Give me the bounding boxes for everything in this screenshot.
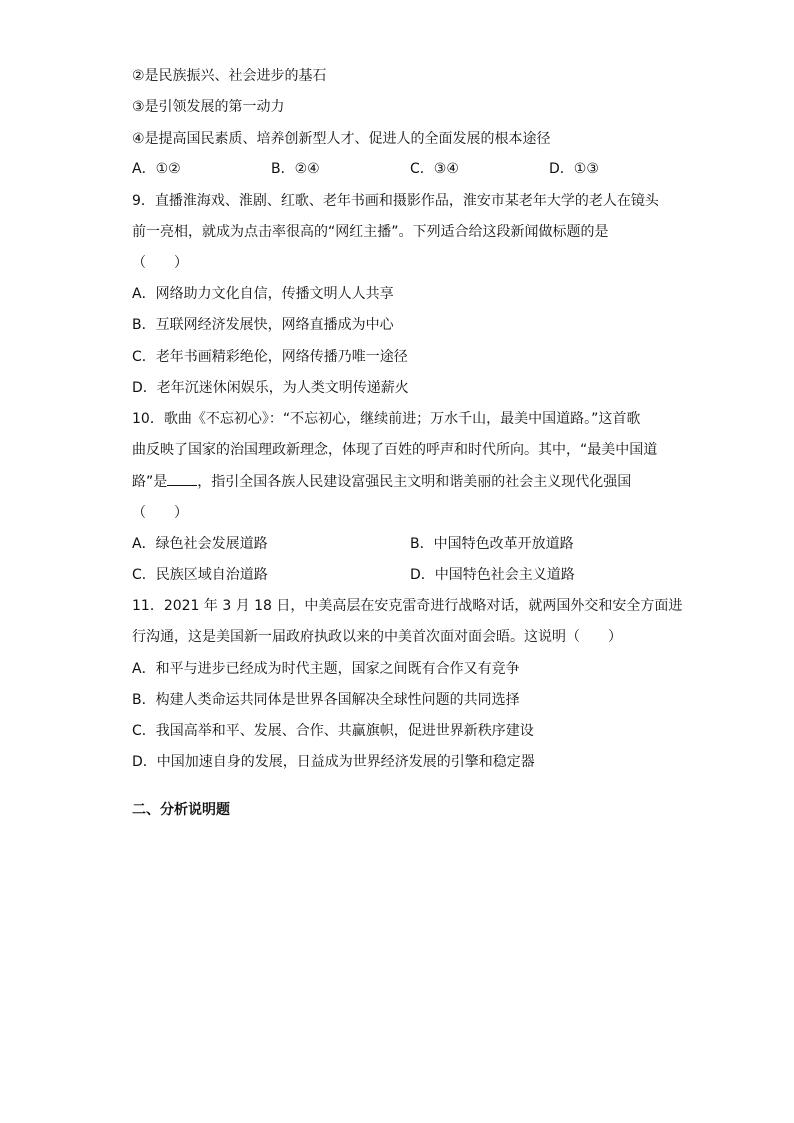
q8-option-c[interactable]: C．③④ <box>410 161 459 177</box>
q9-stem-line-1: 9．直播淮海戏、淮剧、红歌、老年书画和摄影作品，淮安市某老年大学的老人在镜头 <box>132 193 659 209</box>
q8-item-3: ③是引领发展的第一动力 <box>132 99 285 115</box>
q11-option-c[interactable]: C．我国高举和平、发展、合作、共赢旗帜，促进世界新秩序建设 <box>132 723 534 739</box>
section-title: 二、分析说明题 <box>132 802 230 818</box>
q10-stem-line-1: 10．歌曲《不忘初心》：“不忘初心，继续前进；万水千山，最美中国道路。”这首歌 <box>132 411 641 427</box>
q10-stem-line-3 <box>132 471 631 492</box>
q10-option-a[interactable]: A．绿色社会发展道路 <box>132 536 268 552</box>
q11-stem-line-1: 11．2021 年 3 月 18 日，中美高层在安克雷奇进行战略对话，就两国外交和安全方面进 <box>132 598 683 614</box>
q9-option-c[interactable]: C．老年书画精彩绝伦，网络传播乃唯一途径 <box>132 349 408 365</box>
q11-option-d[interactable]: D．中国加速自身的发展，日益成为世界经济发展的引擎和稳定器 <box>132 754 535 770</box>
q10-option-c[interactable]: C．民族区域自治道路 <box>132 567 268 583</box>
q11-option-b[interactable]: B．构建人类命运共同体是世界各国解决全球性问题的共同选择 <box>132 692 520 708</box>
q8-item-4: ④是提高国民素质、培养创新型人才、促进人的全面发展的根本途径 <box>132 131 551 147</box>
q8-option-a[interactable]: A．①② <box>132 161 181 177</box>
q10-line3-before: 路”是 <box>132 474 168 490</box>
fill-blank[interactable] <box>167 471 197 486</box>
q8-item-2: ②是民族振兴、社会进步的基石 <box>132 68 327 84</box>
q9-option-a[interactable]: A．网络助力文化自信，传播文明人人共享 <box>132 286 394 302</box>
q10-answer-paren: （ ） <box>132 505 188 521</box>
q11-stem-line-2: 行沟通，这是美国新一届政府执政以来的中美首次面对面会晤。这说明（ ） <box>132 629 622 645</box>
q9-stem-line-2: 前一亮相，就成为点击率很高的“网红主播”。下列适合给这段新闻做标题的是 <box>132 224 609 240</box>
q10-line3-after: ，指引全国各族人民建设富强民主文明和谐美丽的社会主义现代化强国 <box>197 474 632 490</box>
q10-option-d[interactable]: D．中国特色社会主义道路 <box>410 567 575 583</box>
q9-answer-paren: （ ） <box>132 255 188 271</box>
q8-option-d[interactable]: D．①③ <box>549 161 599 177</box>
q9-option-d[interactable]: D．老年沉迷休闲娱乐，为人类文明传递薪火 <box>132 380 409 396</box>
q10-option-b[interactable]: B．中国特色改革开放道路 <box>410 536 574 552</box>
q11-option-a[interactable]: A．和平与进步已经成为时代主题，国家之间既有合作又有竞争 <box>132 661 520 677</box>
q9-option-b[interactable]: B．互联网经济发展快，网络直播成为中心 <box>132 317 394 333</box>
q8-option-b[interactable]: B．②④ <box>271 161 320 177</box>
q10-stem-line-2: 曲反映了国家的治国理政新理念，体现了百姓的呼声和时代所向。其中，“最美中国道 <box>132 442 658 458</box>
